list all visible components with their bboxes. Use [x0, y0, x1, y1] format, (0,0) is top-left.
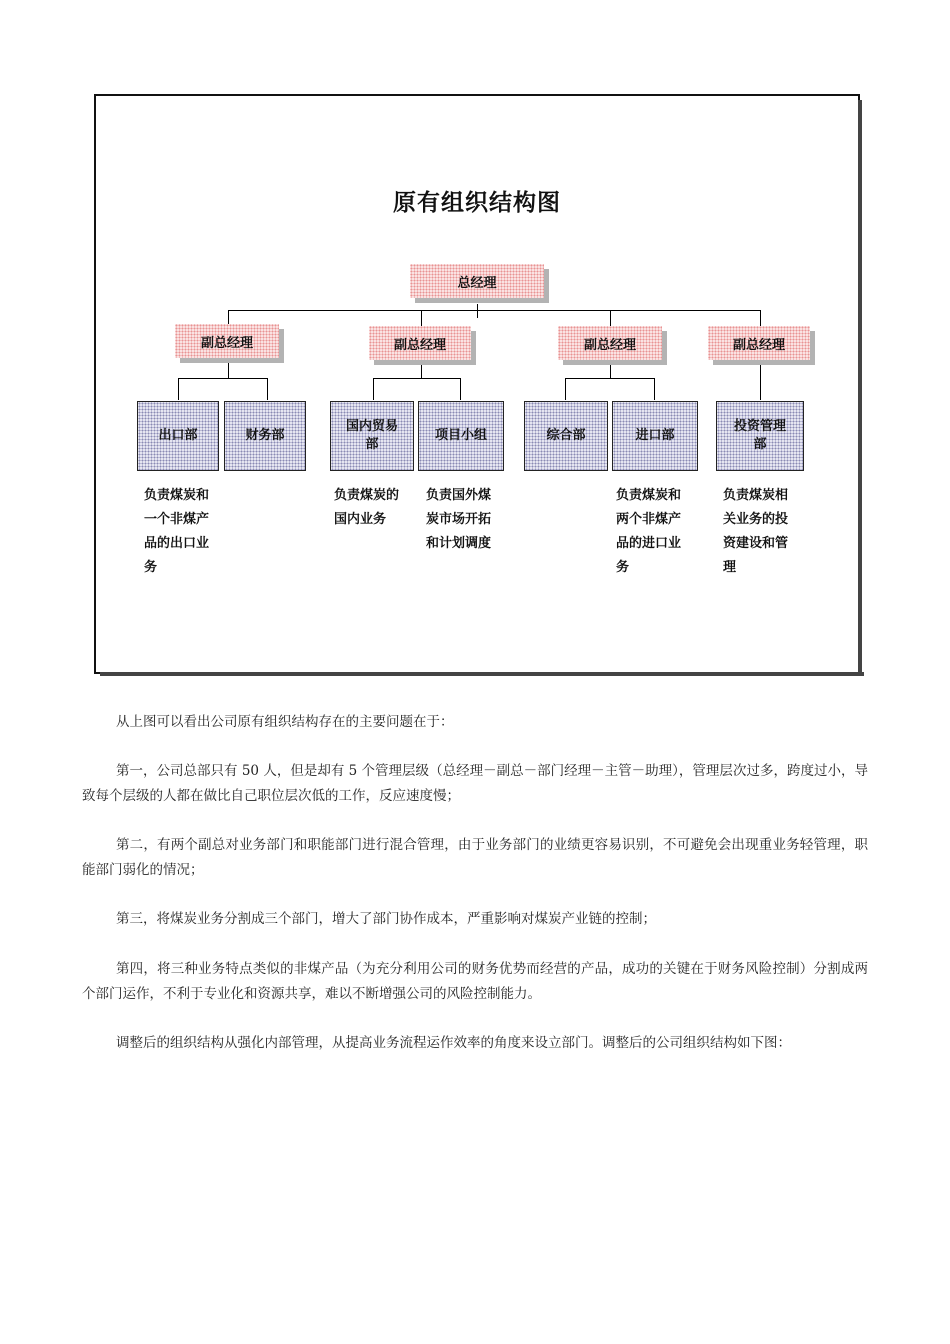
- dept-label: 投资管理部: [733, 419, 786, 452]
- dept-description: 负责煤炭相关业务的投资建设和管理: [723, 488, 789, 575]
- connector-d1: [178, 378, 179, 400]
- connector-vp3-bus: [565, 378, 655, 379]
- dept-description: 负责煤炭和一个非煤产品的出口业务: [144, 488, 210, 575]
- paragraph-point-1: 第一，公司总部只有 50 人，但是却有 5 个管理层级（总经理－副总－部门经理－主管－助理），管理层次过多，跨度过小，导致每个层级的人都在做比自己职位层次低的工作，反应速度慢；: [82, 763, 868, 804]
- dept-label: 国内贸易部: [345, 419, 398, 452]
- vp-box: [708, 326, 810, 360]
- paragraph-intro: 从上图可以看出公司原有组织结构存在的主要问题在于：: [116, 714, 454, 730]
- paragraph-point-3: 第三，将煤炭业务分割成三个部门，增大了部门协作成本，严重影响对煤炭产业链的控制；: [116, 911, 656, 927]
- gm-label: 总经理: [457, 275, 497, 291]
- connector-vp2-down: [421, 360, 422, 378]
- dept-label: 出口部: [158, 428, 198, 443]
- paragraph-point-2: 第二，有两个副总对业务部门和职能部门进行混合管理，由于业务部门的业绩更容易识别，不可避免会出现重业务轻管理，职能部门弱化的情况；: [82, 837, 868, 878]
- dept-label: 进口部: [635, 428, 675, 443]
- dept-box: [418, 401, 504, 471]
- dept-label: 项目小组: [434, 428, 487, 443]
- dept-box: [224, 401, 306, 471]
- vp-label: 副总经理: [393, 337, 446, 353]
- org-chart-figure: [94, 94, 860, 674]
- vp-label: 副总经理: [732, 337, 785, 353]
- connector-vp3-up: [610, 310, 611, 326]
- paragraph-point-4: 第四，将三种业务特点类似的非煤产品（为充分利用公司的财务优势而经营的产品，成功的关键在于财务风险控制）分割成两个部门运作，不利于专业化和资源共享，难以不断增强公司的风险控制能力。: [82, 961, 868, 1002]
- connector-vp3-down: [610, 360, 611, 378]
- dept-description: 负责国外煤炭市场开拓和计划调度: [426, 488, 492, 551]
- dept-box: [716, 401, 804, 471]
- dept-label: 财务部: [245, 428, 285, 443]
- connector-vp1-bus: [178, 378, 268, 379]
- connector-d5: [565, 378, 566, 400]
- connector-d3: [373, 378, 374, 400]
- vp-box: [175, 324, 279, 358]
- connector-vp4-up: [760, 310, 761, 326]
- connector-vp-bus: [228, 310, 760, 311]
- connector-vp1-down: [228, 360, 229, 378]
- dept-description: 负责煤炭和两个非煤产品的进口业务: [616, 488, 682, 575]
- chart-title: 原有组织结构图: [393, 190, 561, 216]
- connector-d4: [460, 378, 461, 400]
- dept-label: 综合部: [546, 428, 586, 443]
- connector-gm-down: [477, 304, 478, 318]
- dept-box: [137, 401, 219, 471]
- dept-box: [524, 401, 608, 471]
- paragraph-adjusted: 调整后的组织结构从强化内部管理，从提高业务流程运作效率的角度来设立部门。调整后的公司组织结构如下图：: [116, 1035, 791, 1051]
- vp-box: [558, 326, 662, 360]
- vp-label: 副总经理: [583, 337, 636, 353]
- connector-vp2-bus: [373, 378, 461, 379]
- connector-vp4-down: [760, 360, 761, 400]
- dept-box: [612, 401, 698, 471]
- gm-box: [410, 264, 544, 298]
- dept-box: [330, 401, 414, 471]
- connector-d6: [654, 378, 655, 400]
- connector-d2: [267, 378, 268, 400]
- dept-description: 负责煤炭的国内业务: [334, 488, 400, 527]
- vp-label: 副总经理: [200, 335, 253, 351]
- vp-box: [369, 326, 471, 360]
- connector-vp2-up: [421, 310, 422, 326]
